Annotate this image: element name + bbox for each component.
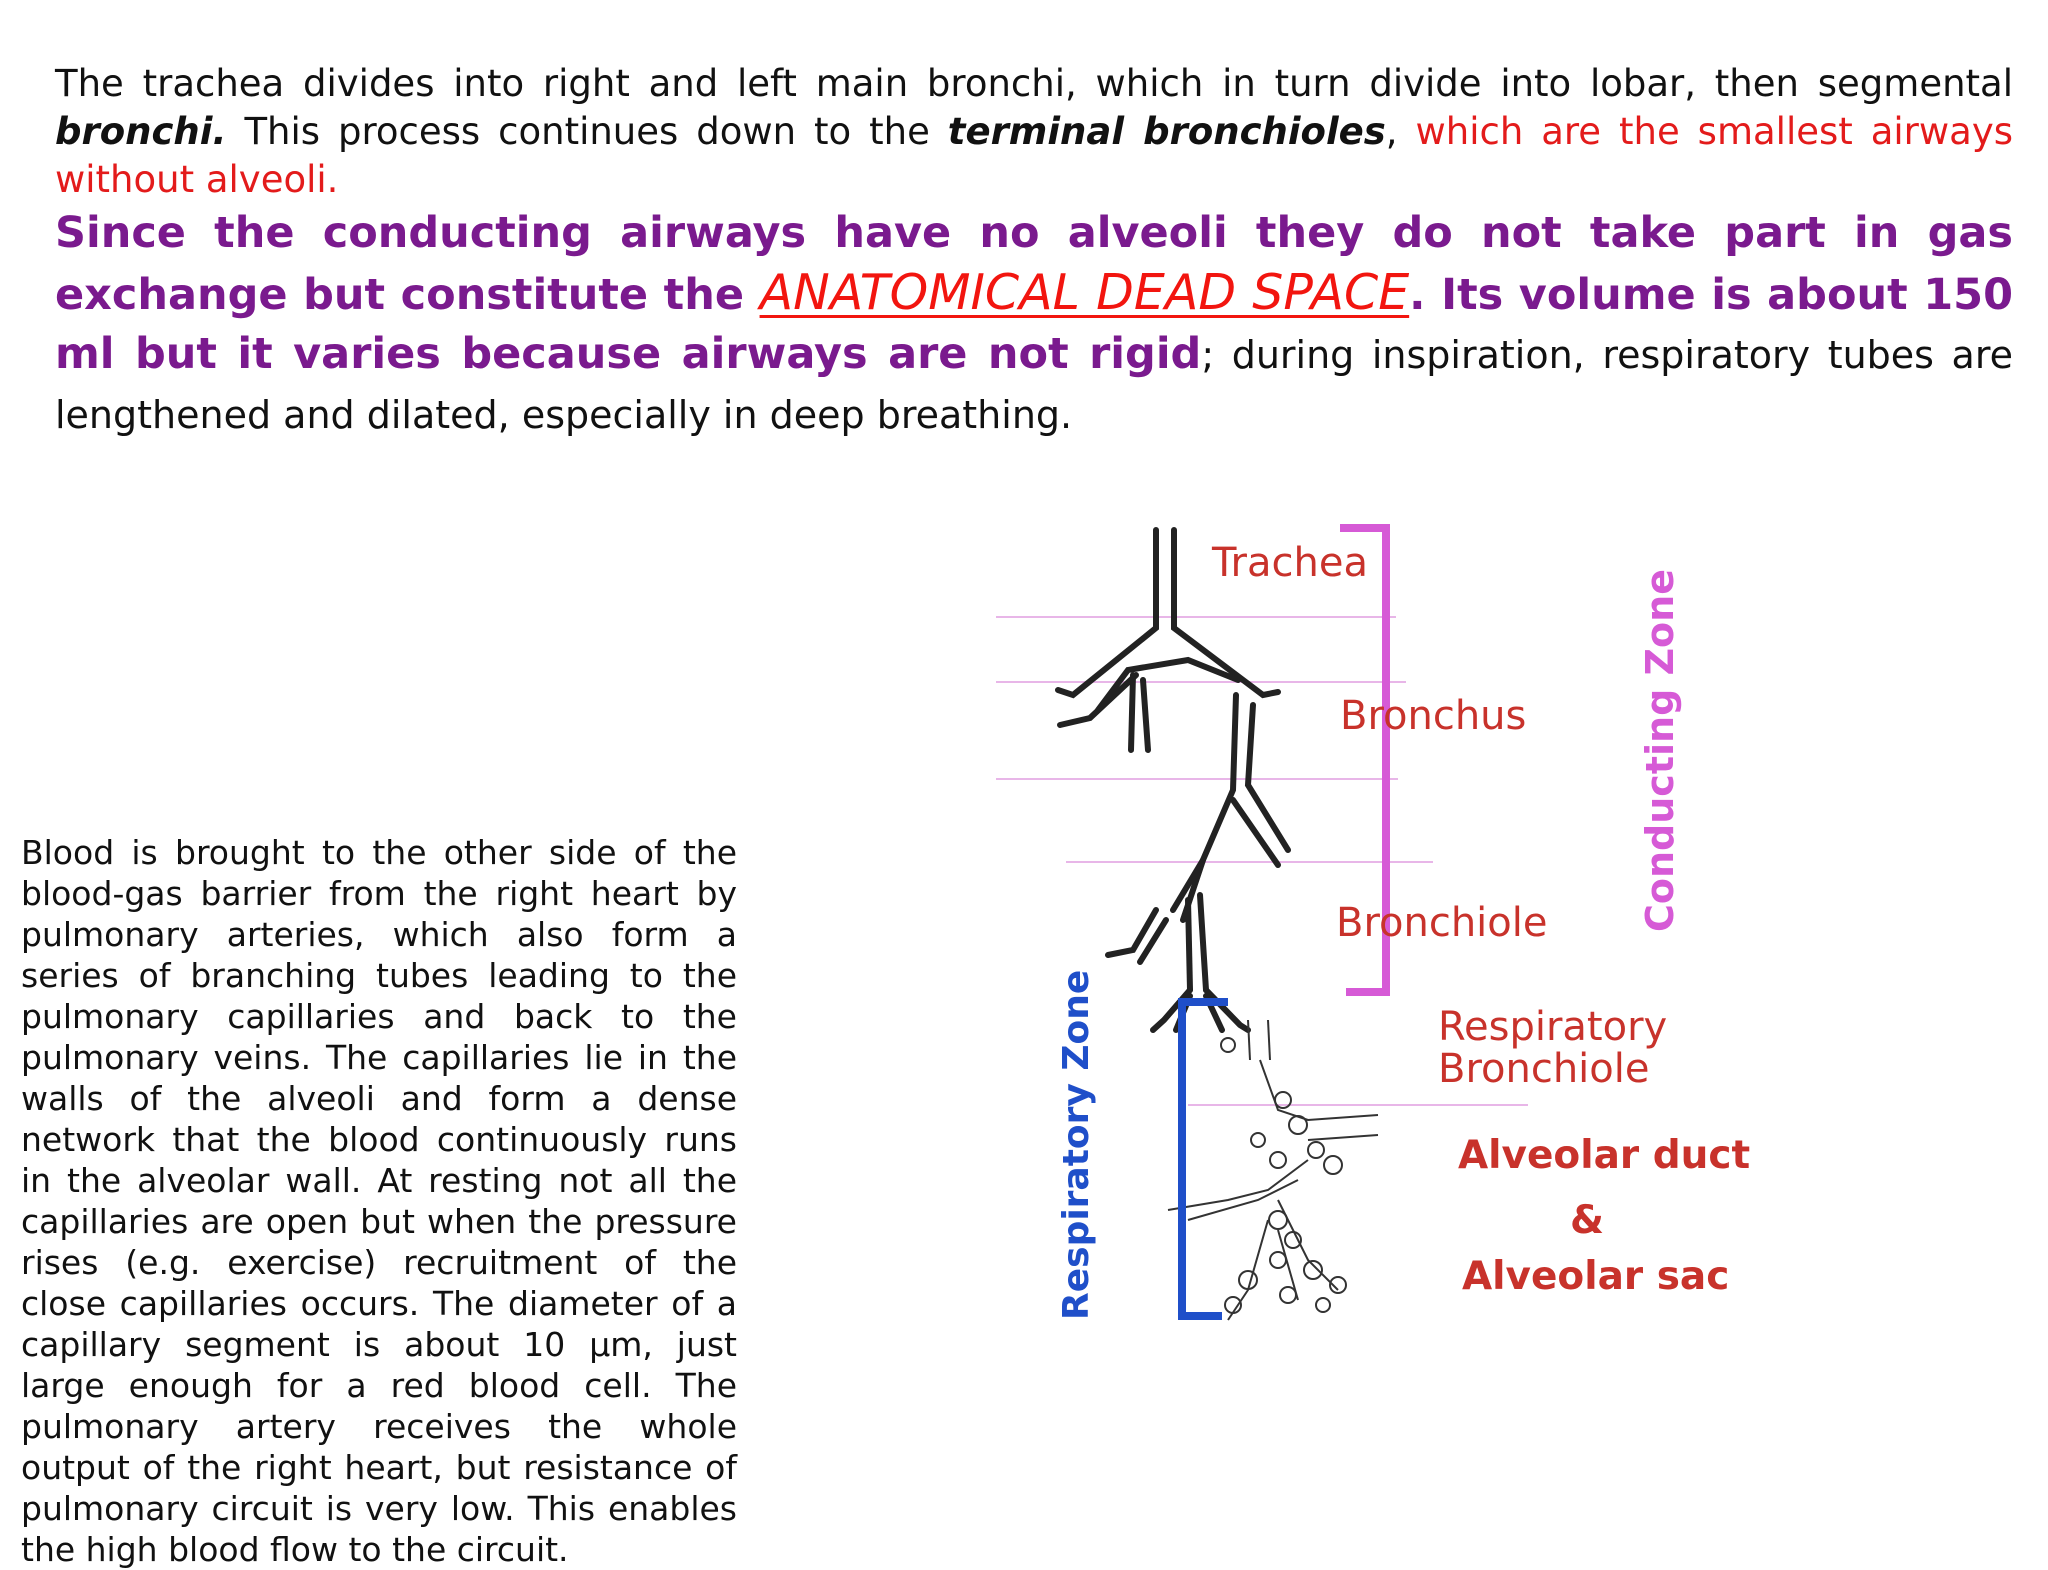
dead-space-text-2: . Its volume is about 150 ml but it varies because airways are not rigid <box>55 270 2013 379</box>
intro-text-1: The trachea divides into right and left main bronchi, which in turn divide into lobar, then segmental <box>55 62 2013 105</box>
intro-bronchi: bronchi. <box>55 110 227 153</box>
respiratory-zone-label: Respiratory Zone <box>1056 969 1097 1320</box>
intro-text-2: This process continues down to the <box>226 110 948 153</box>
dead-space-paragraph <box>55 204 2013 445</box>
intro-comma: , <box>1385 110 1416 153</box>
respiratory-bracket <box>1182 1002 1228 1316</box>
ampersand-label: & <box>1570 1198 1605 1243</box>
trachea-label: Trachea <box>1212 540 1368 586</box>
airway-diagram <box>978 500 1758 1360</box>
dead-space-text-1: Since the conducting airways have no alveoli they do not take part in gas exchange but constitute the <box>55 208 2013 320</box>
respiratory-bronchiole-label-1: Respiratory <box>1438 1004 1668 1050</box>
dead-space-text-3: ; during inspiration, respiratory tubes are lengthened and dilated, especially in deep breathing. <box>55 333 2013 437</box>
bronchus-label: Bronchus <box>1340 693 1527 739</box>
alveolar-duct-label: Alveolar duct <box>1458 1133 1751 1178</box>
anatomical-dead-space: ANATOMICAL DEAD SPACE <box>759 264 1410 321</box>
intro-smallest-airways: which are the smallest airways without alveoli. <box>55 110 2013 201</box>
top-text <box>55 60 2013 445</box>
intro-paragraph <box>55 60 2013 204</box>
alveolar-sac-label: Alveolar sac <box>1462 1254 1730 1299</box>
respiratory-bronchiole-label-2: Bronchiole <box>1438 1046 1650 1092</box>
conducting-zone-label: Conducting Zone <box>1638 569 1682 932</box>
bronchiole-label: Bronchiole <box>1336 900 1548 946</box>
intro-terminal-bronchioles: terminal bronchioles <box>947 110 1386 153</box>
respiratory-tree <box>1168 1020 1378 1320</box>
blood-paragraph: Blood is brought to the other side of the blood-gas barrier from the right heart by pulmonary arteries, which also form a series of branching tubes leading to the pulmonary capillaries and back to the pulmonary veins. The capillaries lie in the walls of the alveoli and form a dense network that the blood continuously runs in the alveolar wall. At resting not all the capillaries are open but when the pressure rises (e.g. exercise) recruitment of the close capillaries occurs. The diameter of a capillary segment is about 10 μm, just large enough for a red blood cell. The pulmonary artery receives the whole output of the right heart, but resistance of pulmonary circuit is very low. This enables the high blood flow to the circuit. <box>21 833 737 1569</box>
